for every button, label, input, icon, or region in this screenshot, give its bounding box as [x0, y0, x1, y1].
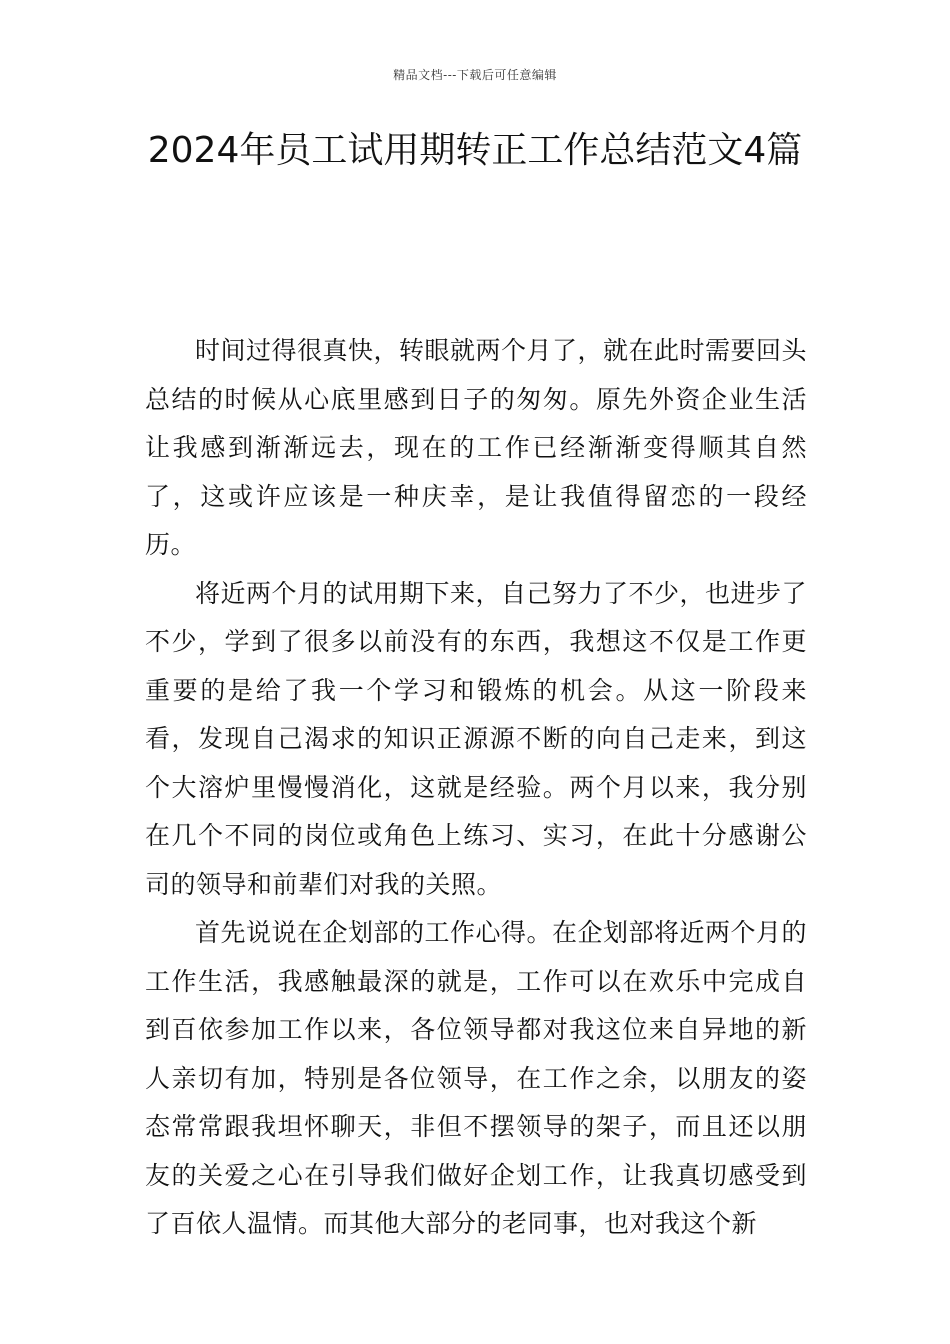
paragraph-2: 将近两个月的试用期下来，自己努力了不少，也进步了不少，学到了很多以前没有的东西，我想这不仅是工作更重要的是给了我一个学习和锻炼的机会。从这一阶段来看，发现自己渴求的知识正源源不断的向自己走来，到这个大溶炉里慢慢消化，这就是经验。两个月以来，我分别在几个不同的岗位或角色上练习、实习，在此十分感谢公司的领导和前辈们对我的关照。	[145, 578, 808, 899]
document-body	[145, 327, 807, 1249]
paragraph-3: 首先说说在企划部的工作心得。在企划部将近两个月的工作生活，我感触最深的就是，工作可以在欢乐中完成自到百依参加工作以来，各位领导都对我这位来自异地的新人亲切有加，特别是各位领导，在工作之余，以朋友的姿态常常跟我坦怀聊天，非但不摆领导的架子，而且还以朋友的关爱之心在引导我们做好企划工作，让我真切感受到了百依人温情。而其他大部分的老同事，也对我这个新	[145, 918, 808, 1238]
document-title: 2024年员工试用期转正工作总结范文4篇	[147, 130, 803, 171]
header-note: 精品文档---下载后可任意编辑	[393, 68, 557, 82]
paragraph-1: 时间过得很真快，转眼就两个月了，就在此时需要回头总结的时候从心底里感到日子的匆匆。原先外资企业生活让我感到渐渐远去，现在的工作已经渐渐变得顺其自然了，这或许应该是一种庆幸，是让我值得留恋的一段经历。	[145, 336, 808, 559]
